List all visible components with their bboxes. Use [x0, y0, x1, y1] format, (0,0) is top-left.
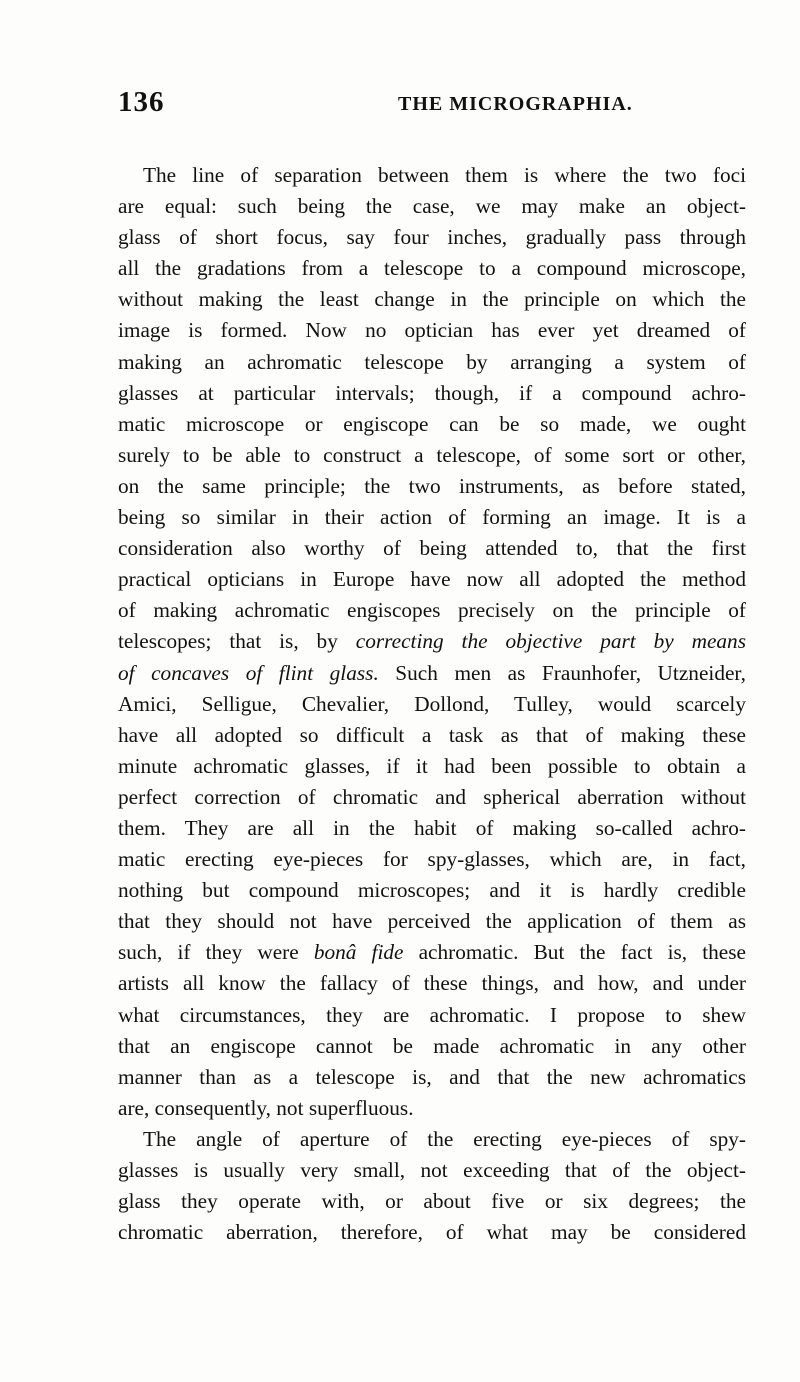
text-line: that an engiscope cannot be made achromatic in any other — [118, 1033, 746, 1058]
text-run: Such men as Fraunhofer, Utzneider, — [378, 660, 746, 685]
text-line: Amici, Selligue, Chevalier, Dollond, Tulley, would scarcely — [118, 691, 746, 716]
text-line: surely to be able to construct a telescope, of some sort or other, — [118, 442, 746, 467]
text-line — [118, 626, 746, 657]
text-line: minute achromatic glasses, if it had been possible to obtain a — [118, 753, 746, 778]
text-run: achromatic. But the fact is, these — [403, 940, 746, 965]
page-header — [118, 86, 758, 136]
text-line: image is formed. Now no optician has ever yet dreamed of — [118, 318, 746, 343]
italic-phrase: of concaves of flint glass. — [118, 660, 379, 685]
text-line: The line of separation between them is where the two foci — [143, 163, 746, 187]
text-run: such, if they were — [118, 940, 314, 965]
body-text — [118, 160, 746, 1248]
text-line: matic microscope or engiscope can be so made, we ought — [118, 411, 746, 436]
text-line: practical opticians in Europe have now all adopted the method — [118, 567, 746, 592]
text-run: telescopes; that is, by — [118, 629, 356, 654]
text-line: nothing but compound microscopes; and it is hardly credible — [118, 878, 746, 903]
text-line: making an achromatic telescope by arranging a system of — [118, 349, 746, 374]
text-line: artists all know the fallacy of these things, and how, and under — [118, 971, 746, 996]
italic-phrase: correcting the objective part by means — [355, 629, 746, 654]
text-line: glass they operate with, or about five or six degrees; the — [118, 1189, 746, 1214]
text-line: on the same principle; the two instruments, as before stated, — [118, 473, 746, 498]
text-line: all the gradations from a telescope to a compound microscope, — [118, 256, 746, 281]
page-number: 136 — [118, 86, 165, 118]
text-line: The angle of aperture of the erecting eye-pieces of spy- — [143, 1126, 746, 1151]
text-line: what circumstances, they are achromatic. I propose to shew — [118, 1002, 746, 1027]
text-line: of making achromatic engiscopes precisely on the principle of — [118, 598, 746, 623]
text-line: being so similar in their action of forming an image. It is a — [118, 505, 746, 530]
text-line: chromatic aberration, therefore, of what may be considered — [118, 1220, 746, 1245]
text-line: consideration also worthy of being attended to, that the first — [118, 536, 746, 561]
text-line: that they should not have perceived the application of them as — [118, 909, 746, 934]
text-line: matic erecting eye-pieces for spy-glasses, which are, in fact, — [118, 847, 746, 872]
text-line: glass of short focus, say four inches, gradually pass through — [118, 225, 746, 250]
italic-phrase: bonâ fide — [313, 940, 404, 965]
text-line: them. They are all in the habit of making so-called achro- — [118, 815, 746, 840]
text-line: without making the least change in the principle on which the — [118, 287, 746, 312]
text-line: are, consequently, not superfluous. — [118, 1095, 414, 1120]
text-line: glasses at particular intervals; though, if a compound achro- — [118, 380, 746, 405]
text-line — [118, 658, 746, 689]
running-head: THE MICROGRAPHIA. — [398, 93, 633, 115]
text-line: have all adopted so difficult a task as that of making these — [118, 722, 746, 747]
text-line: perfect correction of chromatic and spherical aberration without — [118, 784, 746, 809]
text-line: glasses is usually very small, not exceeding that of the object- — [118, 1158, 746, 1182]
text-line: manner than as a telescope is, and that the new achromatics — [118, 1064, 746, 1089]
text-line — [118, 937, 746, 968]
text-line: are equal: such being the case, we may make an object- — [118, 194, 746, 219]
